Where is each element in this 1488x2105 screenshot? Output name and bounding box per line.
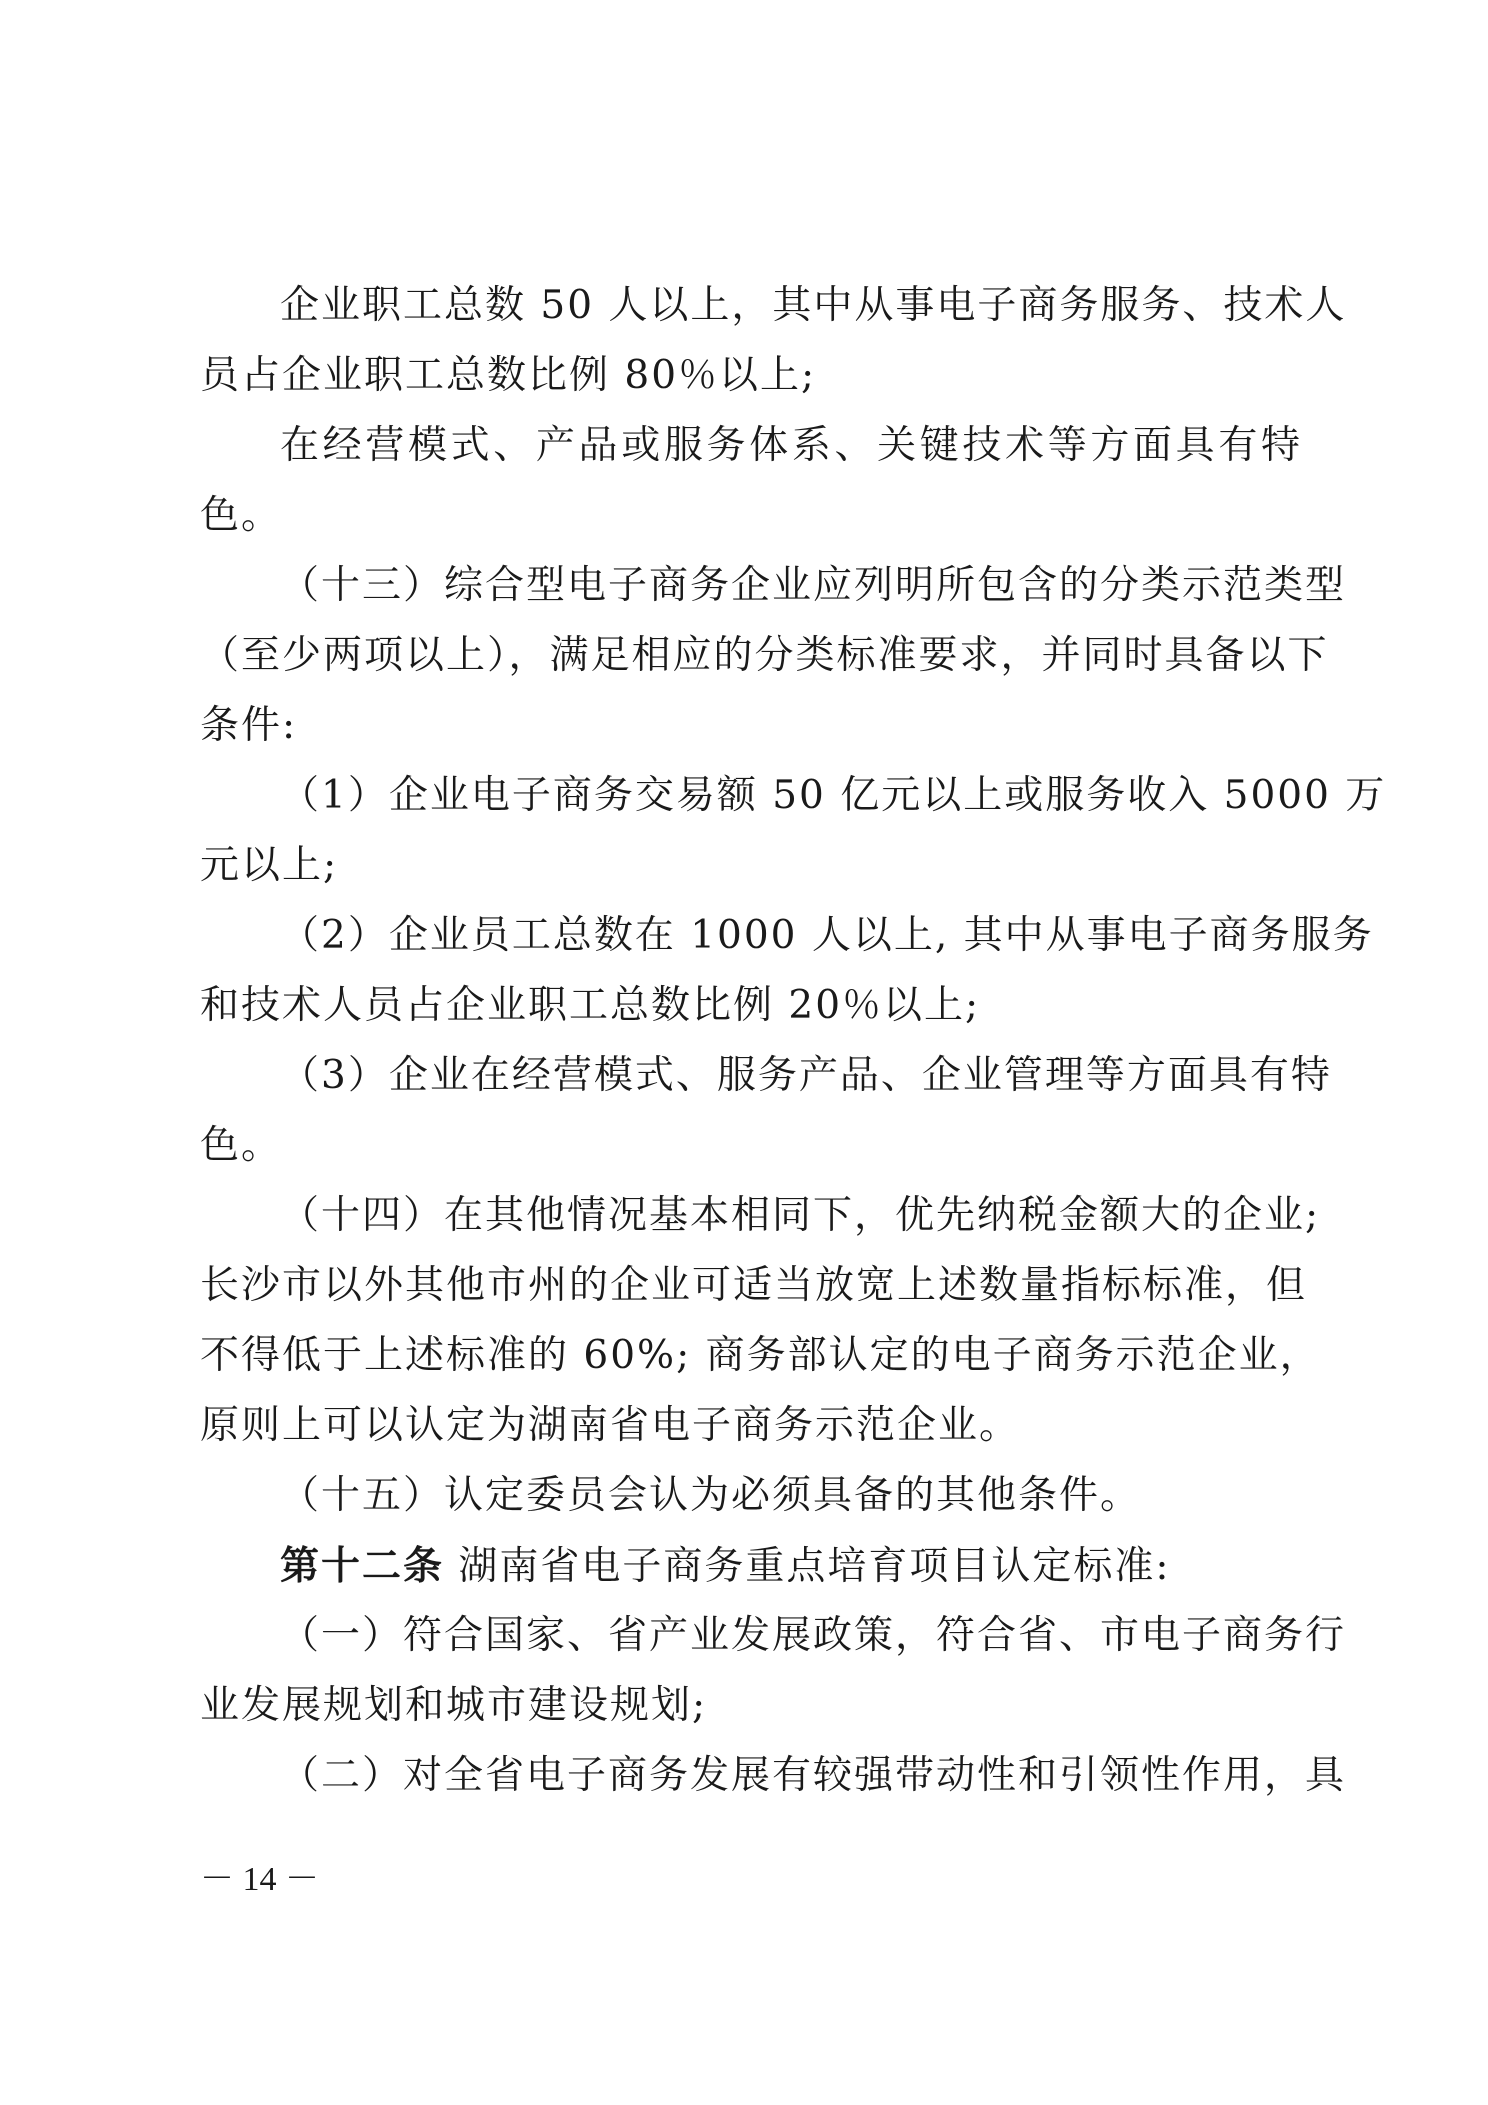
article-text: 湖南省电子商务重点培育项目认定标准: xyxy=(458,1544,1171,1589)
text-line: 元以上; xyxy=(200,843,339,888)
text-line: 企业职工总数 50 人以上，其中从事电子商务服务、技术人 xyxy=(280,283,1347,328)
text-line: （1）企业电子商务交易额 50 亿元以上或服务收入 5000 万 xyxy=(280,773,1387,818)
text-line: （十四）在其他情况基本相同下，优先纳税金额大的企业; xyxy=(280,1193,1321,1238)
text-line: 在经营模式、产品或服务体系、关键技术等方面具有特 xyxy=(280,423,1302,468)
article-line xyxy=(280,1542,1171,1591)
text-line: 条件: xyxy=(200,703,298,748)
text-line: （一）符合国家、省产业发展政策，符合省、市电子商务行 xyxy=(280,1613,1347,1658)
text-line: 长沙市以外其他市州的企业可适当放宽上述数量指标标准，但 xyxy=(200,1263,1308,1308)
page-number: － 14 － xyxy=(200,1861,319,1898)
text-line: （十三）综合型电子商务企业应列明所包含的分类示范类型 xyxy=(280,563,1347,608)
text-line: 不得低于上述标准的 60%; 商务部认定的电子商务示范企业， xyxy=(200,1333,1321,1378)
text-line: （3）企业在经营模式、服务产品、企业管理等方面具有特 xyxy=(280,1053,1332,1098)
text-line: 原则上可以认定为湖南省电子商务示范企业。 xyxy=(200,1403,1021,1448)
text-line: （二）对全省电子商务发展有较强带动性和引领性作用，具 xyxy=(280,1753,1347,1798)
text-line: 色。 xyxy=(200,1123,283,1168)
text-line: 和技术人员占企业职工总数比例 20％以上; xyxy=(200,983,981,1028)
text-line: 色。 xyxy=(200,493,283,538)
text-line: 业发展规划和城市建设规划; xyxy=(200,1683,708,1728)
text-line: 员占企业职工总数比例 80％以上; xyxy=(200,353,817,398)
text-line: （至少两项以上），满足相应的分类标准要求，并同时具备以下 xyxy=(200,633,1329,678)
text-line: （十五）认定委员会认为必须具备的其他条件。 xyxy=(280,1473,1142,1518)
text-line: （2）企业员工总数在 1000 人以上, 其中从事电子商务服务 xyxy=(280,913,1374,958)
article-heading: 第十二条 xyxy=(280,1543,445,1589)
